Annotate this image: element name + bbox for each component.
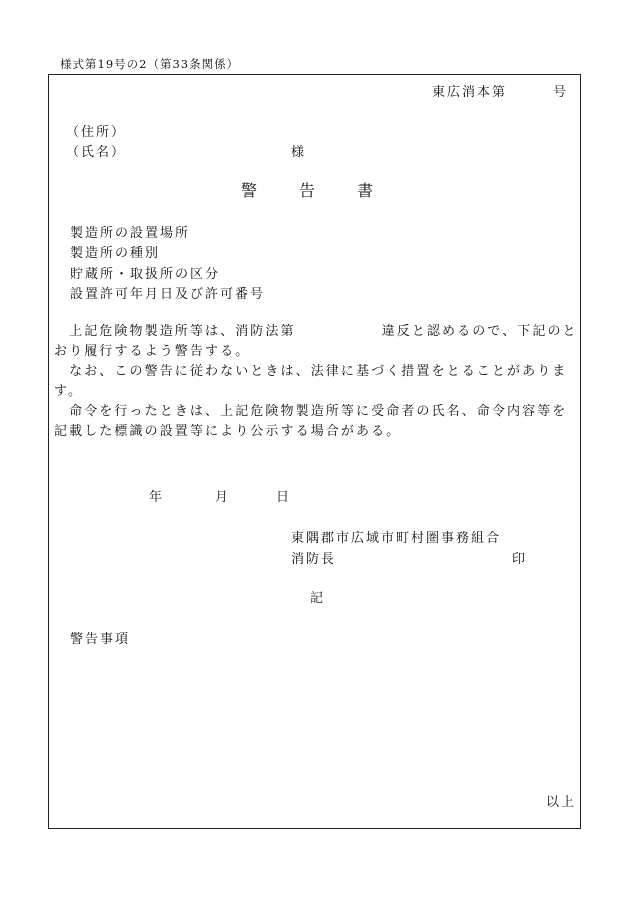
storage-category-label: 貯蔵所・取扱所の区分 (70, 267, 221, 282)
facility-type-label: 製造所の種別 (70, 246, 161, 261)
name-label: （氏名） (66, 145, 127, 160)
form-number: 様式第19号の2（第33条関係） (60, 57, 240, 71)
body-paragraph-1 (54, 322, 578, 362)
issuer-title: 消防長 (291, 552, 337, 567)
body-paragraph-1-end: 違反と認めるので、下記のとおり履行するよう警告する。 (54, 324, 578, 359)
document-number (432, 81, 568, 100)
title-char-2: 告 (299, 181, 316, 200)
document-number-suffix: 号 (553, 85, 569, 100)
body-paragraph-3: 命令を行ったときは、上記危険物製造所等に受命者の氏名、命令内容等を記載した標識の設置等により公示する場合がある。 (54, 404, 568, 439)
title-char-1: 警 (241, 181, 258, 200)
facility-location-label: 製造所の設置場所 (70, 226, 191, 241)
title-char-3: 書 (357, 181, 374, 200)
body-paragraph-2: なお、この警告に従わないときは、法律に基づく措置をとることがあります。 (54, 364, 568, 399)
document-number-prefix: 東広消本第 (432, 85, 508, 100)
date-month: 月 (215, 490, 231, 505)
end-mark: 以上 (546, 795, 577, 810)
warning-items-label: 警告事項 (70, 632, 131, 647)
record-label: 記 (310, 591, 326, 606)
honorific: 様 (291, 145, 307, 160)
issuer-organization: 東隅郡市広域市町村圏事務組合 (291, 531, 502, 546)
date-day: 日 (276, 490, 292, 505)
date-year: 年 (149, 490, 165, 505)
permit-date-number-label: 設置許可年月日及び許可番号 (70, 287, 266, 302)
body-paragraph-1-start: 上記危険物製造所等は、消防法第 (54, 324, 296, 339)
address-label: （住所） (66, 125, 127, 140)
document-title (241, 178, 373, 201)
seal-mark: 印 (512, 552, 528, 567)
